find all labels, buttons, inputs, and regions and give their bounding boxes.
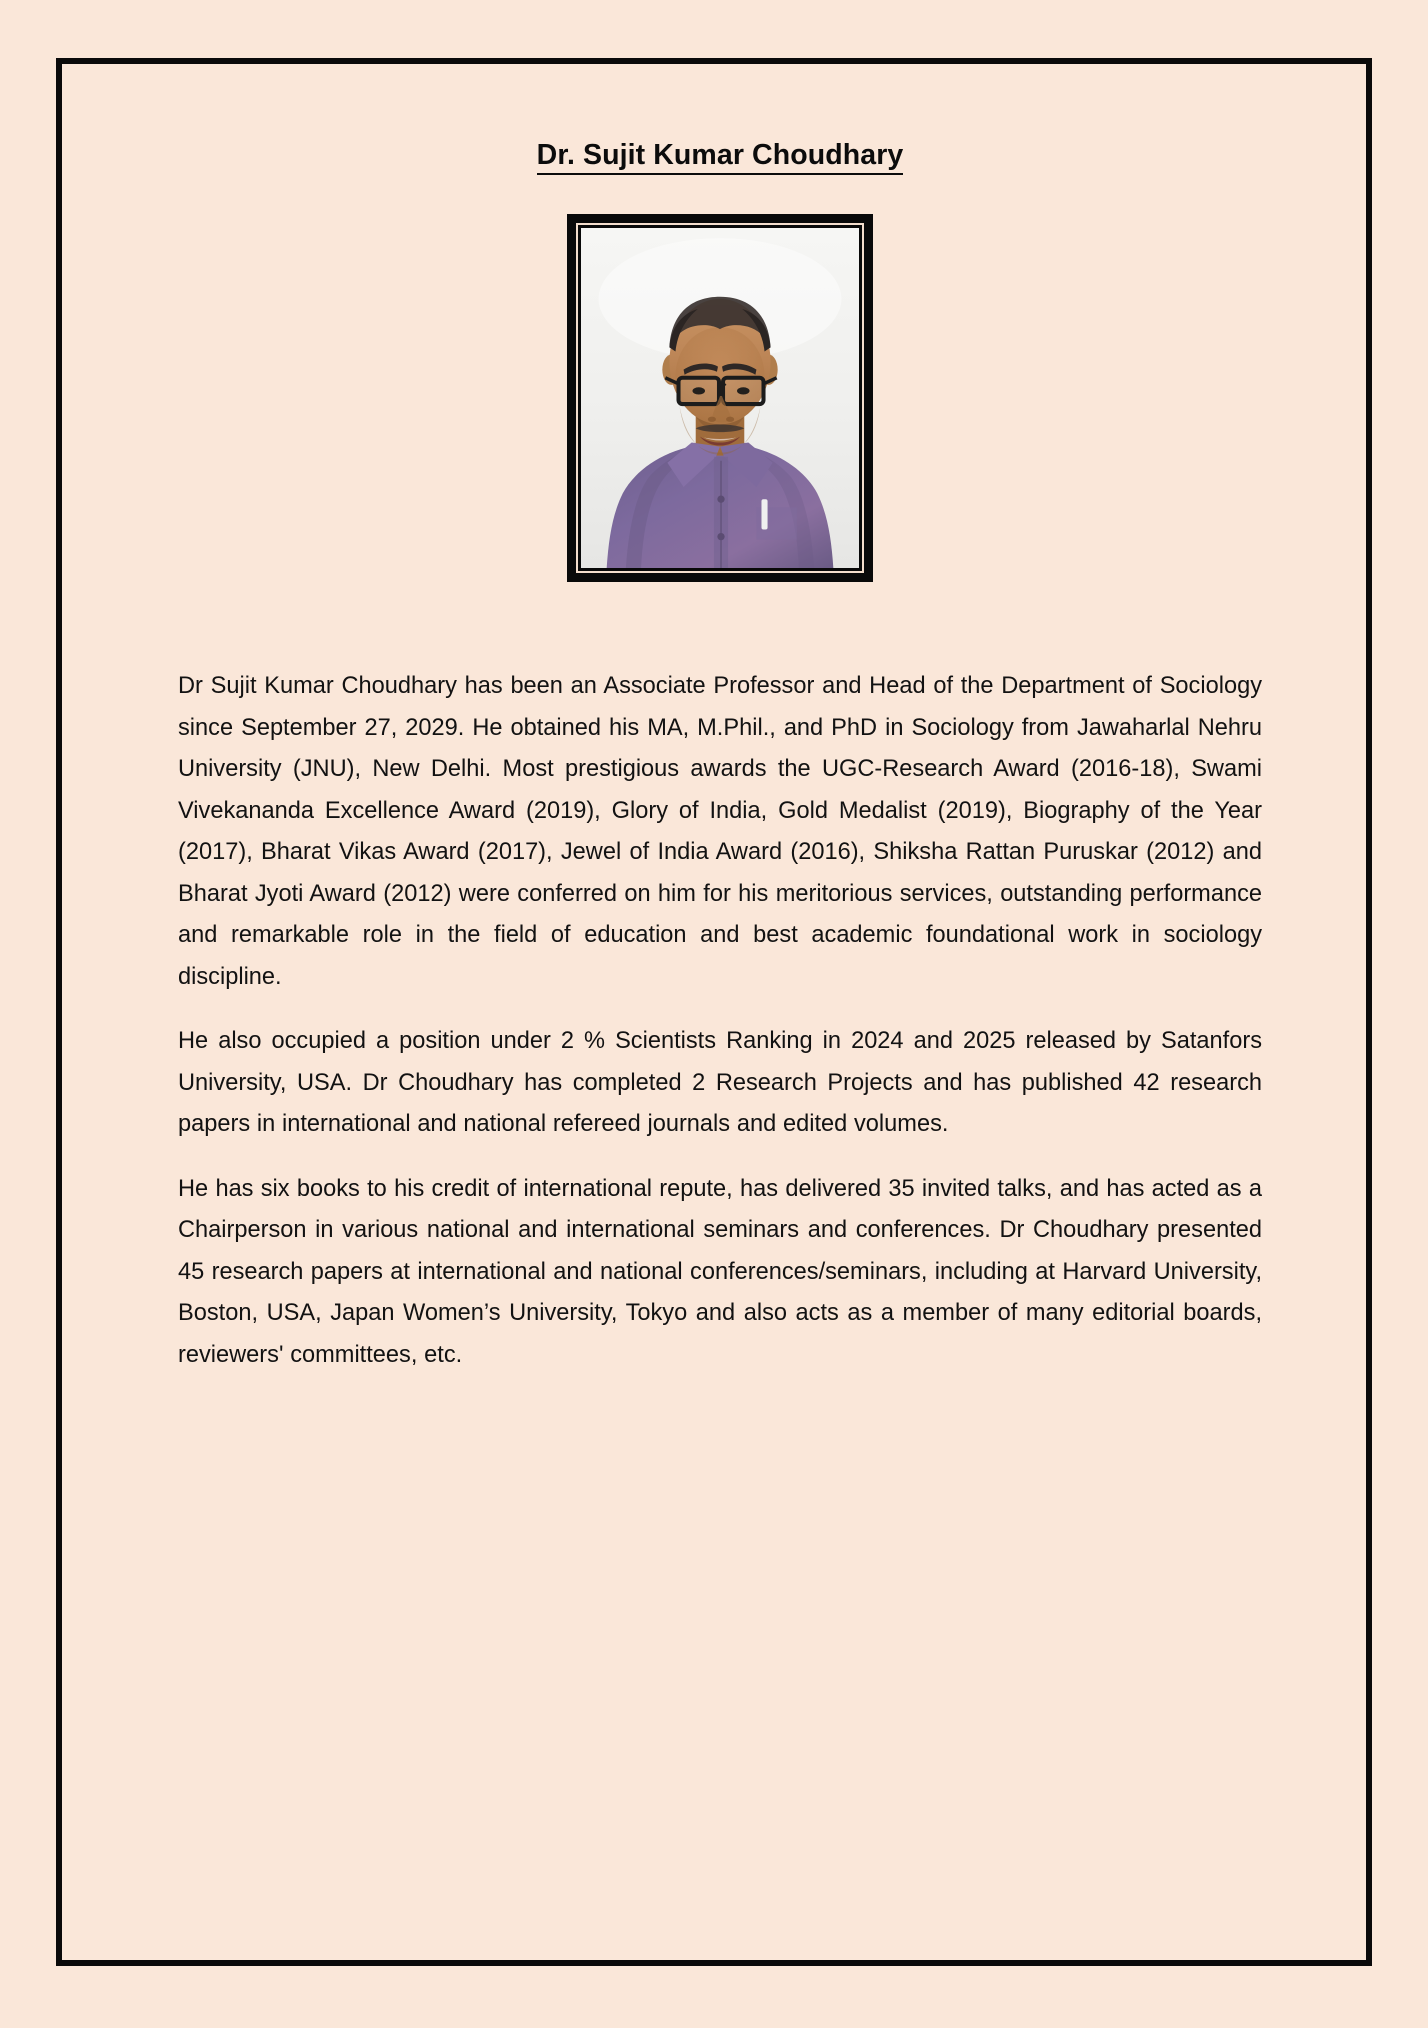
page-title-container bbox=[62, 140, 1378, 175]
biography-body bbox=[178, 666, 1262, 1376]
biography-paragraph: He has six books to his credit of international repute, has delivered 35 invited talks, and has acted as a Chairperson in various national and international seminars and conferences. Dr Choudhary presented 45 research papers at international and national conferences/seminars, including at Harvard University, Boston, USA, Japan Women’s University, Tokyo and also acts as a member of many editorial boards, reviewers' committees, etc. bbox=[178, 1175, 1262, 1368]
biography-paragraph: Dr Sujit Kumar Choudhary has been an Associate Professor and Head of the Department of Sociology since September 27, 2029. He obtained his MA, M.Phil., and PhD in Sociology from Jawaharlal Nehru University (JNU), New Delhi. Most prestigious awards the UGC-Research Award (2016-18), Swami Vivekananda Excellence Award (2019), Glory of India, Gold Medalist (2019), Biography of the Year (2017), Bharat Vikas Award (2017), Jewel of India Award (2016), Shiksha Rattan Puruskar (2012) and Bharat Jyoti Award (2012) were conferred on him for his meritorious services, outstanding performance and remarkable role in the field of education and best academic foundational work in sociology discipline. bbox=[178, 673, 1262, 990]
biography-paragraph: He also occupied a position under 2 % Scientists Ranking in 2024 and 2025 released by Satanfors University, USA. Dr Choudhary has completed 2 Research Projects and has published 42 research papers in international and national refereed journals and edited volumes. bbox=[178, 1028, 1262, 1137]
page-content bbox=[62, 64, 1378, 1972]
portrait-frame bbox=[567, 214, 873, 582]
portrait-inner-matte bbox=[576, 223, 864, 573]
portrait-container bbox=[62, 214, 1378, 582]
portrait-illustration bbox=[581, 228, 859, 568]
portrait-photo bbox=[581, 228, 859, 568]
page-title: Dr. Sujit Kumar Choudhary bbox=[537, 140, 904, 175]
page-border-frame bbox=[56, 58, 1372, 1966]
